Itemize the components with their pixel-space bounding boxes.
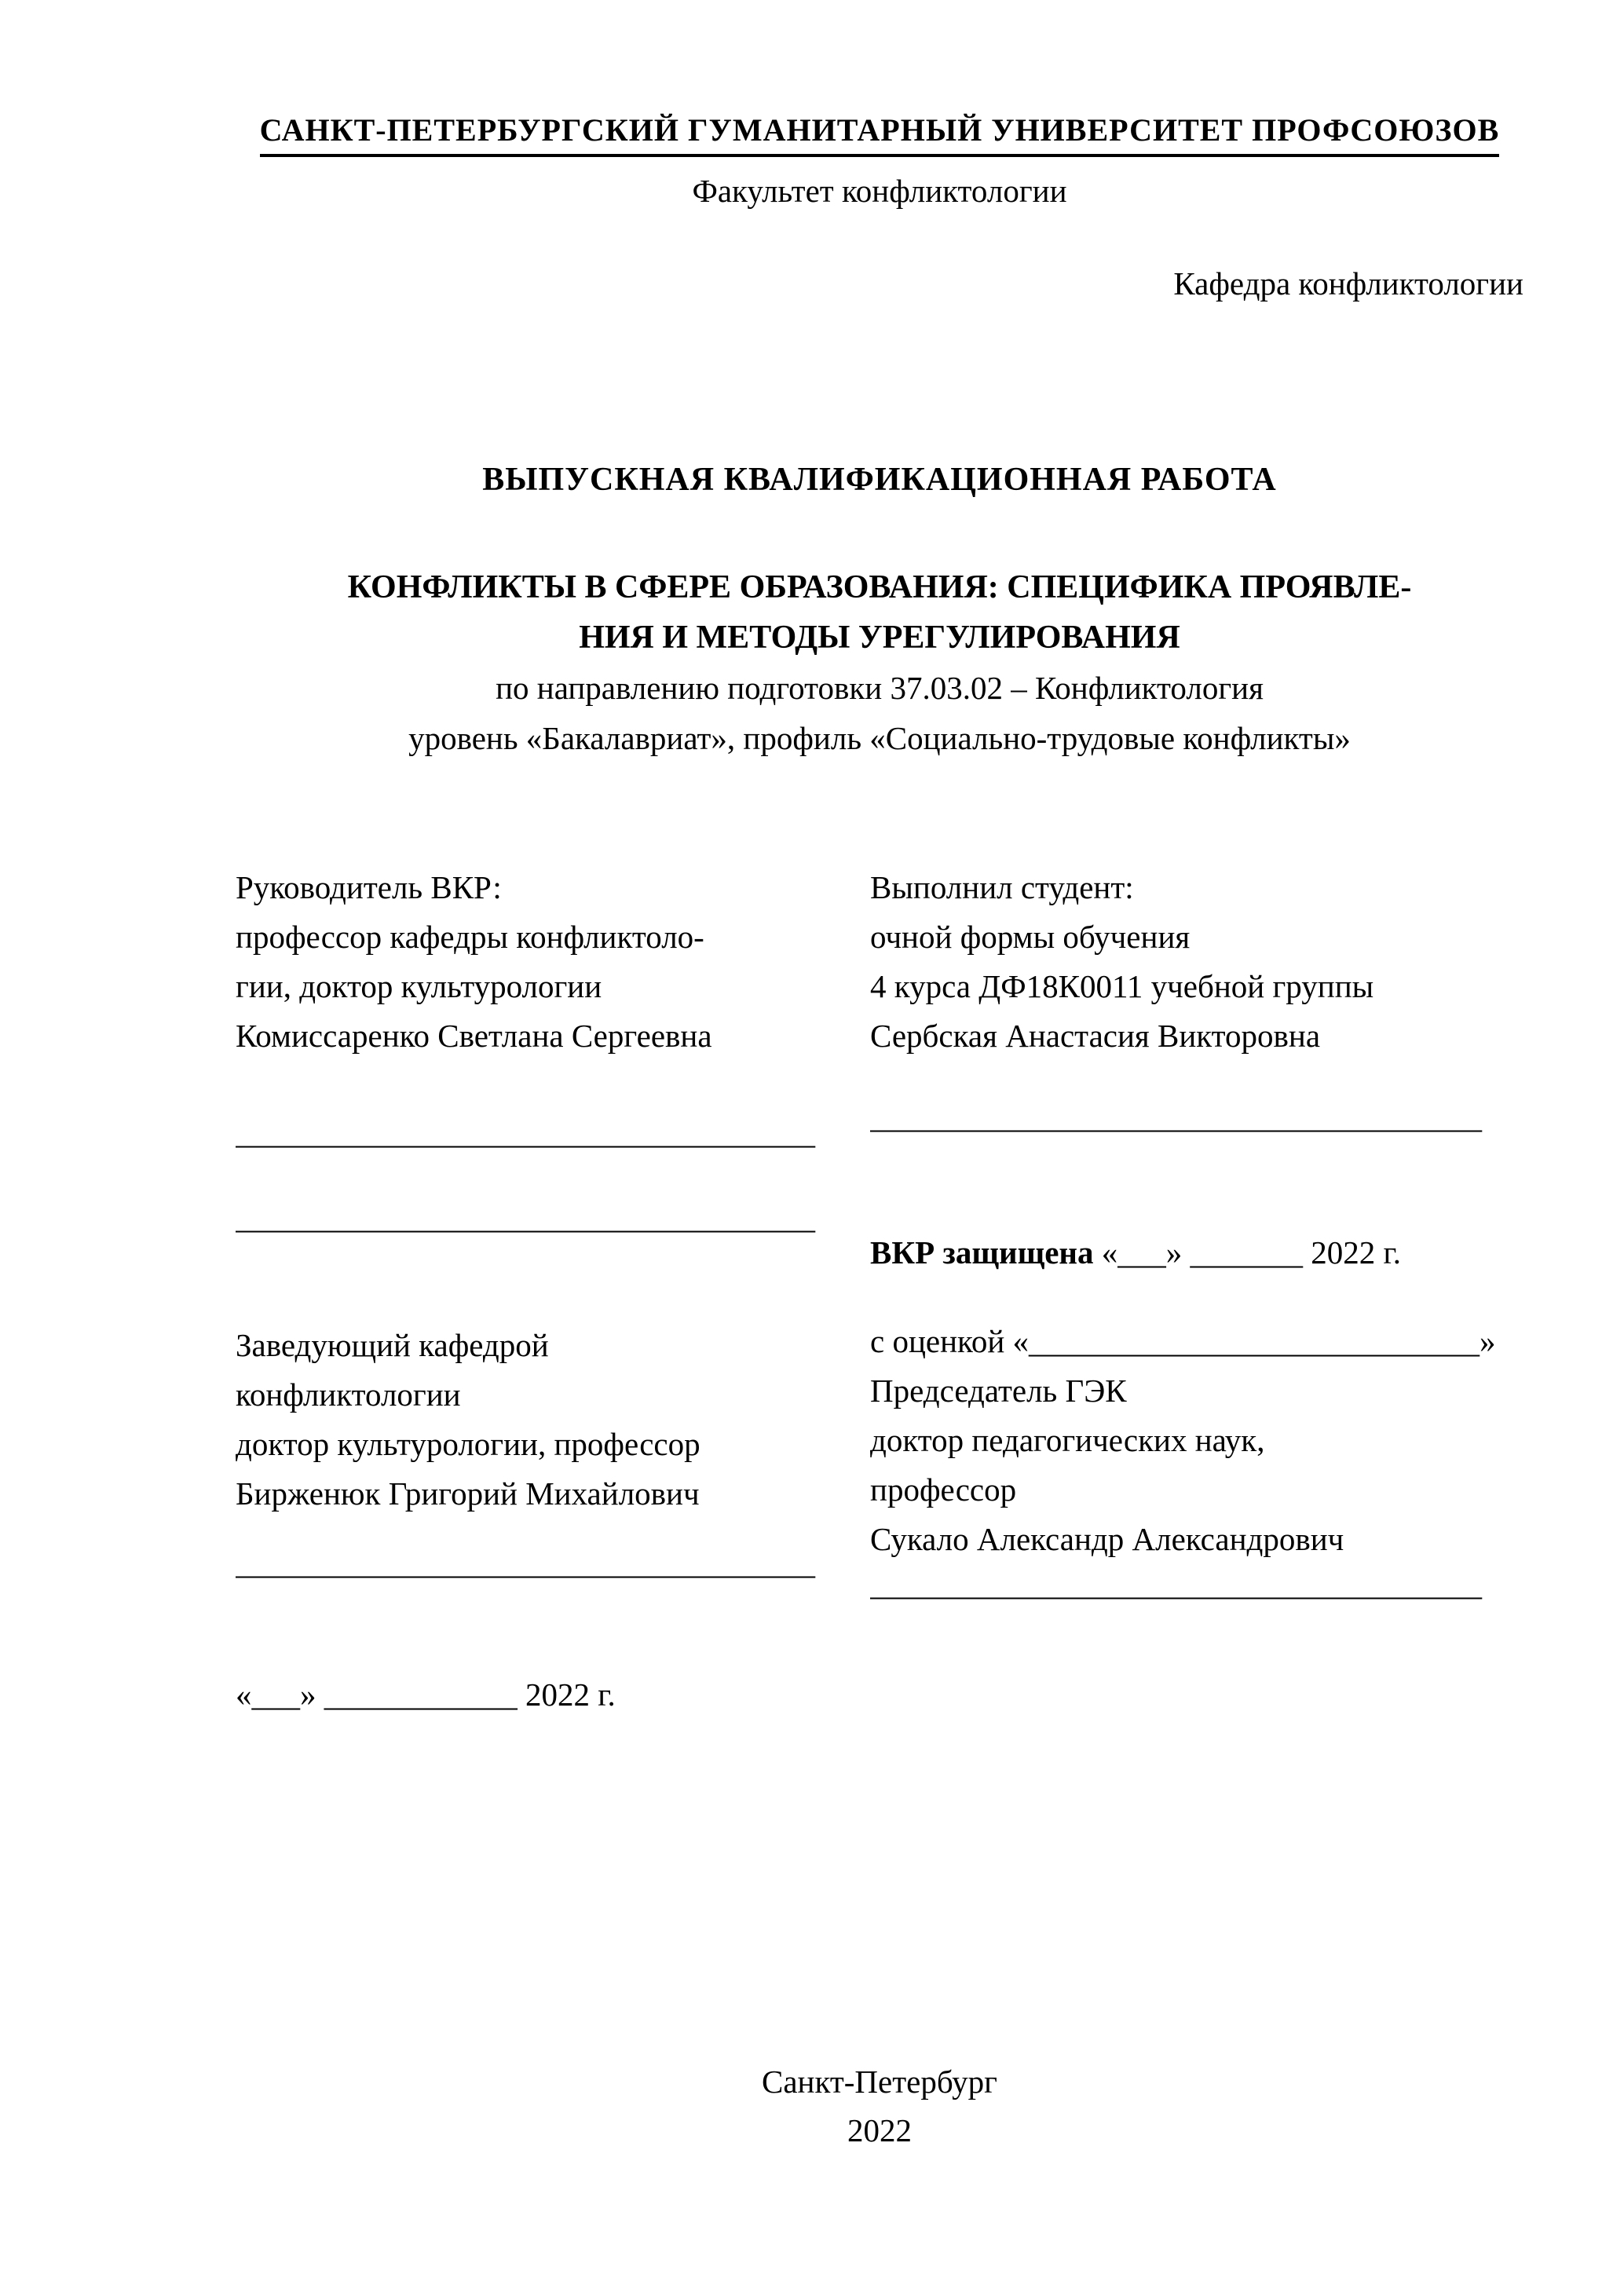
supervisor-signature-line: ____________________________________ [236, 1114, 815, 1150]
supervisor-position-line1: профессор кафедры конфликтоло- [236, 919, 704, 955]
program-direction-line: по направлению подготовки 37.03.02 – Конфликтология [496, 670, 1264, 706]
faculty-line: Факультет конфликтологии [692, 173, 1067, 209]
work-type-heading: ВЫПУСКНАЯ КВАЛИФИКАЦИОННАЯ РАБОТА [482, 462, 1277, 498]
chair-line1: доктор педагогических наук, [870, 1422, 1265, 1458]
head-of-department-name: Бирженюк Григорий Михайлович [236, 1475, 700, 1512]
thesis-title-line1: КОНФЛИКТЫ В СФЕРЕ ОБРАЗОВАНИЯ: СПЕЦИФИКА ПРОЯВЛЕ- [347, 569, 1412, 605]
supervisor-signature-line2: ____________________________________ [236, 1199, 815, 1235]
supervisor-name: Комиссаренко Светлана Сергеевна [236, 1018, 712, 1054]
head-of-department-label: Заведующий кафедрой [236, 1327, 549, 1363]
right-column [870, 863, 1523, 1720]
defended-rest: «___» _______ 2022 г. [1093, 1234, 1401, 1270]
chair-line2: профессор [870, 1472, 1017, 1508]
head-signature-line: ____________________________________ [236, 1545, 815, 1581]
head-of-department-line2: доктор культурологии, профессор [236, 1426, 700, 1462]
defended-line [870, 1228, 1523, 1278]
chair-signature-line: ______________________________________ [870, 1566, 1482, 1602]
level-profile-line: уровень «Бакалавриат», профиль «Социально-трудовые конфликты» [408, 720, 1351, 756]
defended-label: ВКР защищена [870, 1234, 1094, 1270]
left-date-line: «___» ____________ 2022 г. [236, 1676, 616, 1713]
student-name: Сербская Анастасия Викторовна [870, 1018, 1321, 1054]
student-line2: 4 курса ДФ18К0011 учебной группы [870, 968, 1374, 1004]
student-line1: очной формы обучения [870, 919, 1191, 955]
year-line: 2022 [847, 2112, 912, 2148]
left-column [236, 863, 825, 1720]
page-content [236, 112, 1523, 1720]
supervisor-label: Руководитель ВКР: [236, 869, 502, 905]
chair-label: Председатель ГЭК [870, 1373, 1127, 1409]
grade-line: с оценкой «____________________________» [870, 1323, 1496, 1359]
thesis-title-block [236, 562, 1523, 763]
footer-block [236, 2057, 1523, 2155]
chair-name: Сукало Александр Александрович [870, 1521, 1344, 1557]
department-line: Кафедра конфликтологии [1173, 265, 1523, 302]
university-name: САНКТ-ПЕТЕРБУРГСКИЙ ГУМАНИТАРНЫЙ УНИВЕРСИТЕТ ПРОФСОЮЗОВ [260, 112, 1500, 157]
supervisor-position-line2: гии, доктор культурологии [236, 968, 602, 1004]
student-signature-line: ______________________________________ [870, 1099, 1482, 1135]
city-line: Санкт-Петербург [762, 2064, 997, 2100]
thesis-title-line2: НИЯ И МЕТОДЫ УРЕГУЛИРОВАНИЯ [579, 620, 1180, 656]
signatures-section [236, 863, 1523, 1720]
university-header [236, 112, 1523, 157]
head-of-department-line1: конфликтологии [236, 1377, 461, 1413]
student-label: Выполнил студент: [870, 869, 1134, 905]
